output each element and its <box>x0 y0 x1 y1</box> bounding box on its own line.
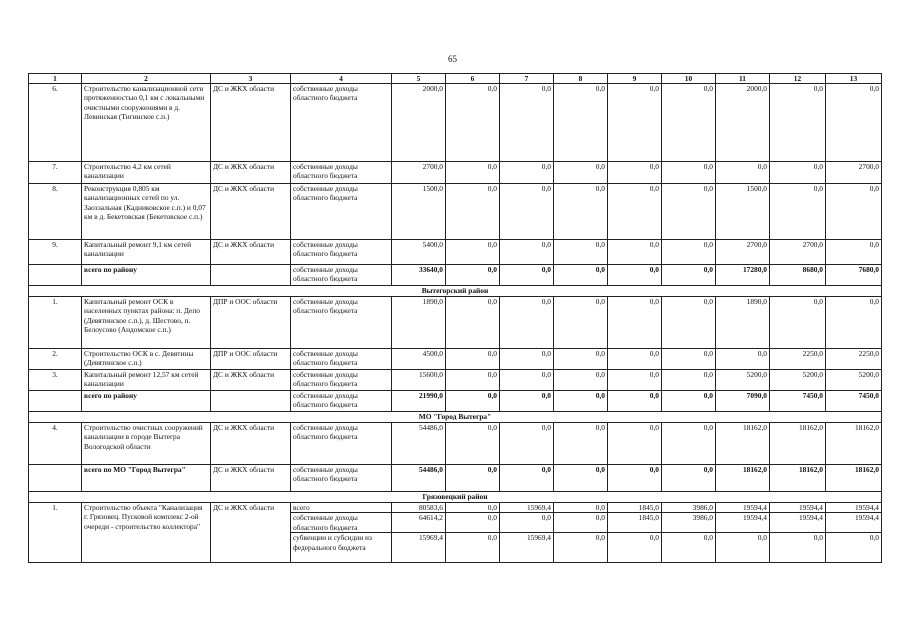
project-name: Реконструкция 0,805 км канализационных сетей по ул. Заозэальная (Кадниковское с.п.) и 0,07 км в д. Бекетовская (Бекетовское с.п.) <box>82 184 211 240</box>
total-amount-cell: 0,0 <box>554 265 608 286</box>
total-label: всего по району <box>82 391 211 412</box>
column-header: 9 <box>608 74 662 84</box>
amount-cell: 15969,4 <box>392 533 446 563</box>
amount-cell: 0,0 <box>662 162 716 184</box>
total-amount-cell: 0,0 <box>500 391 554 412</box>
amount-cell: 0,0 <box>446 370 500 391</box>
amount-cell: 0,0 <box>608 423 662 465</box>
column-header: 5 <box>392 74 446 84</box>
total-amount-cell: 0,0 <box>554 465 608 492</box>
amount-cell: 18162,0 <box>826 423 882 465</box>
amount-cell: 0,0 <box>446 297 500 349</box>
funding-source: собственные доходы областного бюджета <box>291 240 392 265</box>
amount-cell: 0,0 <box>500 84 554 162</box>
column-header: 8 <box>554 74 608 84</box>
amount-cell: 15969,4 <box>500 533 554 563</box>
amount-cell: 0,0 <box>662 423 716 465</box>
total-amount-cell: 54486,0 <box>392 465 446 492</box>
amount-cell: 0,0 <box>554 240 608 265</box>
column-header: 3 <box>211 74 291 84</box>
amount-cell: 0,0 <box>500 297 554 349</box>
row-number: 9. <box>29 240 82 265</box>
table-row <box>29 84 882 162</box>
amount-cell: 0,0 <box>770 84 826 162</box>
budget-table <box>28 73 882 563</box>
responsible-org: ДС и ЖКХ области <box>211 423 291 465</box>
amount-cell: 64614,2 <box>392 513 446 533</box>
total-amount-cell: 0,0 <box>608 265 662 286</box>
amount-cell: 0,0 <box>554 162 608 184</box>
row-number: 6. <box>29 84 82 162</box>
responsible-org: ДС и ЖКХ области <box>211 84 291 162</box>
table-row <box>29 240 882 265</box>
amount-cell: 0,0 <box>500 162 554 184</box>
funding-source: собственные доходы областного бюджета <box>291 513 392 533</box>
amount-cell: 0,0 <box>770 184 826 240</box>
amount-cell: 1500,0 <box>716 184 770 240</box>
amount-cell: 0,0 <box>446 184 500 240</box>
amount-cell: 3986,0 <box>662 513 716 533</box>
amount-cell: 18162,0 <box>716 423 770 465</box>
amount-cell: 19594,4 <box>716 503 770 513</box>
funding-source: собственные доходы областного бюджета <box>291 465 392 492</box>
amount-cell: 1890,0 <box>716 297 770 349</box>
responsible-org: ДС и ЖКХ области <box>211 503 291 563</box>
responsible-org: ДС и ЖКХ области <box>211 184 291 240</box>
amount-cell: 0,0 <box>716 349 770 370</box>
page-number: 65 <box>448 54 457 64</box>
amount-cell: 0,0 <box>770 162 826 184</box>
amount-cell: 5200,0 <box>826 370 882 391</box>
project-name: Строительство очистных сооружений канализации в городе Вытегра Вологодской области <box>82 423 211 465</box>
section-title: Вытегорский район <box>29 286 882 297</box>
total-amount-cell: 0,0 <box>608 391 662 412</box>
amount-cell: 0,0 <box>826 240 882 265</box>
amount-cell: 5200,0 <box>770 370 826 391</box>
total-amount-cell: 0,0 <box>446 391 500 412</box>
amount-cell: 0,0 <box>500 184 554 240</box>
amount-cell: 0,0 <box>770 297 826 349</box>
column-header: 2 <box>82 74 211 84</box>
table-row <box>29 423 882 465</box>
funding-source: собственные доходы областного бюджета <box>291 370 392 391</box>
row-number: 8. <box>29 184 82 240</box>
project-name: Капитальный ремонт 9,1 км сетей канализации <box>82 240 211 265</box>
amount-cell: 19594,4 <box>826 513 882 533</box>
amount-cell: 4500,0 <box>392 349 446 370</box>
section-row <box>29 492 882 503</box>
amount-cell: 15600,0 <box>392 370 446 391</box>
total-row <box>29 265 882 286</box>
total-amount-cell: 0,0 <box>662 391 716 412</box>
section-row <box>29 412 882 423</box>
amount-cell: 0,0 <box>446 84 500 162</box>
responsible-org <box>211 265 291 286</box>
amount-cell: 0,0 <box>446 349 500 370</box>
empty-cell <box>29 391 82 412</box>
funding-source: собственные доходы областного бюджета <box>291 265 392 286</box>
empty-cell <box>29 465 82 492</box>
amount-cell: 0,0 <box>608 184 662 240</box>
column-header: 10 <box>662 74 716 84</box>
amount-cell: 0,0 <box>662 370 716 391</box>
column-header: 13 <box>826 74 882 84</box>
funding-source: собственные доходы областного бюджета <box>291 162 392 184</box>
amount-cell: 5400,0 <box>392 240 446 265</box>
funding-source: собственные доходы областного бюджета <box>291 84 392 162</box>
amount-cell: 0,0 <box>500 240 554 265</box>
amount-cell: 15969,4 <box>500 503 554 513</box>
amount-cell: 0,0 <box>554 184 608 240</box>
total-amount-cell: 0,0 <box>446 465 500 492</box>
amount-cell: 0,0 <box>826 533 882 563</box>
amount-cell: 0,0 <box>554 84 608 162</box>
total-row <box>29 391 882 412</box>
amount-cell: 2700,0 <box>826 162 882 184</box>
total-amount-cell: 0,0 <box>500 465 554 492</box>
responsible-org: ДПР и ООС области <box>211 297 291 349</box>
amount-cell: 0,0 <box>446 503 500 513</box>
amount-cell: 1845,0 <box>608 503 662 513</box>
amount-cell: 0,0 <box>500 423 554 465</box>
amount-cell: 0,0 <box>608 162 662 184</box>
amount-cell: 0,0 <box>662 297 716 349</box>
amount-cell: 0,0 <box>554 513 608 533</box>
amount-cell: 19594,4 <box>770 503 826 513</box>
total-amount-cell: 0,0 <box>662 465 716 492</box>
amount-cell: 0,0 <box>500 513 554 533</box>
total-amount-cell: 7090,0 <box>716 391 770 412</box>
amount-cell: 0,0 <box>662 533 716 563</box>
amount-cell: 0,0 <box>446 423 500 465</box>
amount-cell: 0,0 <box>608 297 662 349</box>
amount-cell: 0,0 <box>446 162 500 184</box>
total-amount-cell: 0,0 <box>554 391 608 412</box>
amount-cell: 0,0 <box>446 533 500 563</box>
project-name: Капитальный ремонт ОСК в населенных пунктах района: п. Депо (Девятинское с.п.), д. Шестово, п. Белоусово (Андомское с.п.) <box>82 297 211 349</box>
total-label: всего по МО "Город Вытегра" <box>82 465 211 492</box>
funding-source: всего <box>291 503 392 513</box>
amount-cell: 0,0 <box>716 533 770 563</box>
amount-cell: 0,0 <box>554 297 608 349</box>
amount-cell: 0,0 <box>608 533 662 563</box>
amount-cell: 1845,0 <box>608 513 662 533</box>
project-name: Строительство объекта "Канализация г. Грязовец. Пусковой комплекс 2-ой очереди - строительство коллектора" <box>82 503 211 563</box>
responsible-org: ДПР и ООС области <box>211 349 291 370</box>
total-amount-cell: 18162,0 <box>716 465 770 492</box>
amount-cell: 2700,0 <box>770 240 826 265</box>
responsible-org: ДС и ЖКХ области <box>211 162 291 184</box>
total-amount-cell: 21990,0 <box>392 391 446 412</box>
amount-cell: 2700,0 <box>392 162 446 184</box>
project-name: Строительство 4,2 км сетей канализации <box>82 162 211 184</box>
table-row <box>29 162 882 184</box>
row-number: 3. <box>29 370 82 391</box>
amount-cell: 0,0 <box>608 240 662 265</box>
row-number: 2. <box>29 349 82 370</box>
project-name: Капитальный ремонт 12,57 км сетей канализации <box>82 370 211 391</box>
section-title: МО "Город Вытегра" <box>29 412 882 423</box>
header-row <box>29 74 882 84</box>
amount-cell: 0,0 <box>608 349 662 370</box>
column-header: 4 <box>291 74 392 84</box>
column-header: 12 <box>770 74 826 84</box>
amount-cell: 1890,0 <box>392 297 446 349</box>
amount-cell: 19594,4 <box>716 513 770 533</box>
funding-source: субвенции и субсидии из федерального бюджета <box>291 533 392 563</box>
project-name: Строительство канализационной сети протяженностью 0,1 км с локальными очистными сооружениями в д. Левинская (Тигинское с.п.) <box>82 84 211 162</box>
total-amount-cell: 0,0 <box>662 265 716 286</box>
empty-cell <box>29 265 82 286</box>
amount-cell: 0,0 <box>500 349 554 370</box>
amount-cell: 5200,0 <box>716 370 770 391</box>
row-number: 1. <box>29 297 82 349</box>
project-name: Строительство ОСК в с. Девятины (Девятинское с.п.) <box>82 349 211 370</box>
amount-cell: 0,0 <box>446 240 500 265</box>
funding-source: собственные доходы областного бюджета <box>291 297 392 349</box>
table-row <box>29 184 882 240</box>
row-number: 1. <box>29 503 82 563</box>
total-amount-cell: 18162,0 <box>826 465 882 492</box>
total-amount-cell: 7680,0 <box>826 265 882 286</box>
table-row <box>29 349 882 370</box>
total-row <box>29 465 882 492</box>
amount-cell: 0,0 <box>826 184 882 240</box>
amount-cell: 80583,6 <box>392 503 446 513</box>
funding-source: собственные доходы областного бюджета <box>291 184 392 240</box>
column-header: 6 <box>446 74 500 84</box>
amount-cell: 0,0 <box>662 84 716 162</box>
total-label: всего по району <box>82 265 211 286</box>
total-amount-cell: 0,0 <box>446 265 500 286</box>
responsible-org: ДС и ЖКХ области <box>211 370 291 391</box>
row-number: 4. <box>29 423 82 465</box>
total-amount-cell: 7450,0 <box>826 391 882 412</box>
total-amount-cell: 8680,0 <box>770 265 826 286</box>
total-amount-cell: 0,0 <box>608 465 662 492</box>
amount-cell: 2000,0 <box>716 84 770 162</box>
amount-cell: 18162,0 <box>770 423 826 465</box>
amount-cell: 0,0 <box>554 503 608 513</box>
amount-cell: 19594,4 <box>770 513 826 533</box>
column-header: 7 <box>500 74 554 84</box>
section-row <box>29 286 882 297</box>
total-amount-cell: 18162,0 <box>770 465 826 492</box>
responsible-org: ДС и ЖКХ области <box>211 465 291 492</box>
amount-cell: 0,0 <box>446 513 500 533</box>
amount-cell: 0,0 <box>500 370 554 391</box>
amount-cell: 3986,0 <box>662 503 716 513</box>
funding-source: собственные доходы областного бюджета <box>291 391 392 412</box>
amount-cell: 0,0 <box>826 297 882 349</box>
amount-cell: 0,0 <box>662 184 716 240</box>
amount-cell: 0,0 <box>608 84 662 162</box>
row-number: 7. <box>29 162 82 184</box>
amount-cell: 0,0 <box>554 370 608 391</box>
total-amount-cell: 0,0 <box>500 265 554 286</box>
funding-source: собственные доходы областного бюджета <box>291 349 392 370</box>
column-header: 1 <box>29 74 82 84</box>
amount-cell: 2250,0 <box>826 349 882 370</box>
amount-cell: 0,0 <box>662 240 716 265</box>
section-title: Грязовецкий район <box>29 492 882 503</box>
amount-cell: 0,0 <box>716 162 770 184</box>
amount-cell: 0,0 <box>826 84 882 162</box>
total-amount-cell: 17280,0 <box>716 265 770 286</box>
total-amount-cell: 33640,0 <box>392 265 446 286</box>
amount-cell: 19594,4 <box>826 503 882 513</box>
table-row <box>29 370 882 391</box>
amount-cell: 0,0 <box>770 533 826 563</box>
amount-cell: 1500,0 <box>392 184 446 240</box>
amount-cell: 2700,0 <box>716 240 770 265</box>
amount-cell: 54486,0 <box>392 423 446 465</box>
amount-cell: 0,0 <box>554 423 608 465</box>
amount-cell: 0,0 <box>662 349 716 370</box>
amount-cell: 2250,0 <box>770 349 826 370</box>
amount-cell: 0,0 <box>554 349 608 370</box>
column-header: 11 <box>716 74 770 84</box>
table-row <box>29 297 882 349</box>
responsible-org: ДС и ЖКХ области <box>211 240 291 265</box>
amount-cell: 0,0 <box>554 533 608 563</box>
total-amount-cell: 7450,0 <box>770 391 826 412</box>
funding-source: собственные доходы областного бюджета <box>291 423 392 465</box>
table-row <box>29 503 882 513</box>
amount-cell: 0,0 <box>608 370 662 391</box>
responsible-org <box>211 391 291 412</box>
amount-cell: 2000,0 <box>392 84 446 162</box>
